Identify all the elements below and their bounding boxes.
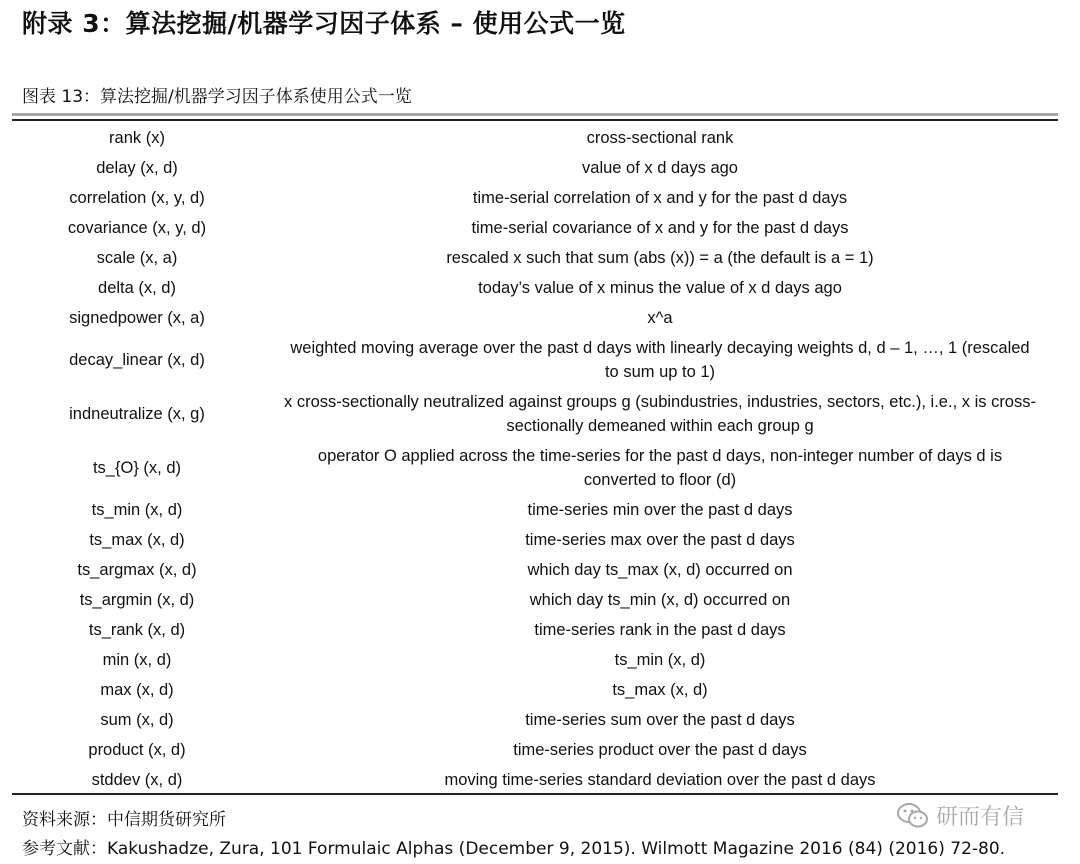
table-row <box>12 705 1058 735</box>
table-row <box>12 555 1058 585</box>
table-row <box>12 333 1058 387</box>
table-row <box>12 273 1058 303</box>
description-cell: time-serial covariance of x and y for the past d days <box>471 219 849 237</box>
table-row <box>12 495 1058 525</box>
watermark-text: 研而有信 <box>936 804 1025 829</box>
description-cell: time-series rank in the past d days <box>534 621 786 639</box>
function-cell: covariance (x, y, d) <box>67 219 207 237</box>
description-cell: moving time-series standard deviation over the past d days <box>444 771 876 789</box>
function-cell: rank (x) <box>109 129 165 147</box>
table-row <box>12 303 1058 333</box>
table-row <box>12 123 1058 153</box>
function-cell: ts_rank (x, d) <box>88 621 186 639</box>
function-cell: min (x, d) <box>102 651 172 669</box>
description-cell: ts_max (x, d) <box>612 681 708 699</box>
description-cell: time-series product over the past d days <box>513 741 807 759</box>
table-row <box>12 735 1058 765</box>
description-cell: value of x d days ago <box>582 159 738 177</box>
table-bottom-rule <box>12 793 1058 795</box>
function-cell: signedpower (x, a) <box>69 309 205 327</box>
table-row <box>12 153 1058 183</box>
function-cell: ts_argmax (x, d) <box>77 561 197 579</box>
table-row <box>12 213 1058 243</box>
description-cell: x^a <box>647 309 673 327</box>
description-cell: time-serial correlation of x and y for the past d days <box>472 189 848 207</box>
table-caption: 图表 13：算法挖掘/机器学习因子体系使用公式一览 <box>22 87 412 107</box>
description-cell: today’s value of x minus the value of x d days ago <box>478 279 842 297</box>
formula-table <box>12 123 1058 795</box>
reference-note: 参考文献：Kakushadze, Zura, 101 Formulaic Alphas (December 9, 2015). Wilmott Magazine 2016 (84) (2016) 72-80. <box>22 839 1006 859</box>
function-cell: delay (x, d) <box>96 159 178 177</box>
function-cell: indneutralize (x, g) <box>69 405 205 423</box>
description-cell: x cross-sectionally neutralized against groups g (subindustries, industries, sectors, etc.), i.e., x is cross-sectionally demeaned within each group g <box>284 393 1036 435</box>
page-heading: 附录 3：算法挖掘/机器学习因子体系 – 使用公式一览 <box>22 9 626 38</box>
description-cell: cross-sectional rank <box>586 129 734 147</box>
table-row <box>12 387 1058 441</box>
table-row <box>12 765 1058 795</box>
function-cell: ts_argmin (x, d) <box>79 591 195 609</box>
function-cell: product (x, d) <box>88 741 186 759</box>
table-row <box>12 441 1058 495</box>
watermark <box>896 800 1024 831</box>
table-row <box>12 243 1058 273</box>
description-cell: ts_min (x, d) <box>614 651 706 669</box>
table-row <box>12 645 1058 675</box>
function-cell: decay_linear (x, d) <box>69 351 205 369</box>
table-row <box>12 585 1058 615</box>
wechat-icon <box>896 801 930 831</box>
function-cell: ts_{O} (x, d) <box>92 459 182 477</box>
function-cell: delta (x, d) <box>98 279 176 297</box>
description-cell: weighted moving average over the past d days with linearly decaying weights d, d – 1, …, 1 (rescaled to sum up to 1) <box>290 339 1030 381</box>
source-note: 资料来源：中信期货研究所 <box>22 810 226 830</box>
description-cell: time-series min over the past d days <box>527 501 793 519</box>
function-cell: ts_max (x, d) <box>89 531 185 549</box>
description-cell: rescaled x such that sum (abs (x)) = a (the default is a = 1) <box>446 249 874 267</box>
table-top-rule-thin <box>12 119 1058 121</box>
table-row <box>12 183 1058 213</box>
table-row <box>12 525 1058 555</box>
function-cell: max (x, d) <box>100 681 174 699</box>
table-row <box>12 675 1058 705</box>
table-row <box>12 615 1058 645</box>
function-cell: correlation (x, y, d) <box>69 189 205 207</box>
description-cell: time-series sum over the past d days <box>525 711 795 729</box>
function-cell: stddev (x, d) <box>91 771 183 789</box>
description-cell: operator O applied across the time-series for the past d days, non-integer number of days d is converted to floor (d) <box>317 447 1003 489</box>
table-top-rule-thick <box>12 113 1058 116</box>
function-cell: scale (x, a) <box>96 249 178 267</box>
description-cell: time-series max over the past d days <box>525 531 795 549</box>
description-cell: which day ts_max (x, d) occurred on <box>527 561 793 579</box>
function-cell: ts_min (x, d) <box>91 501 183 519</box>
description-cell: which day ts_min (x, d) occurred on <box>529 591 791 609</box>
function-cell: sum (x, d) <box>100 711 174 729</box>
